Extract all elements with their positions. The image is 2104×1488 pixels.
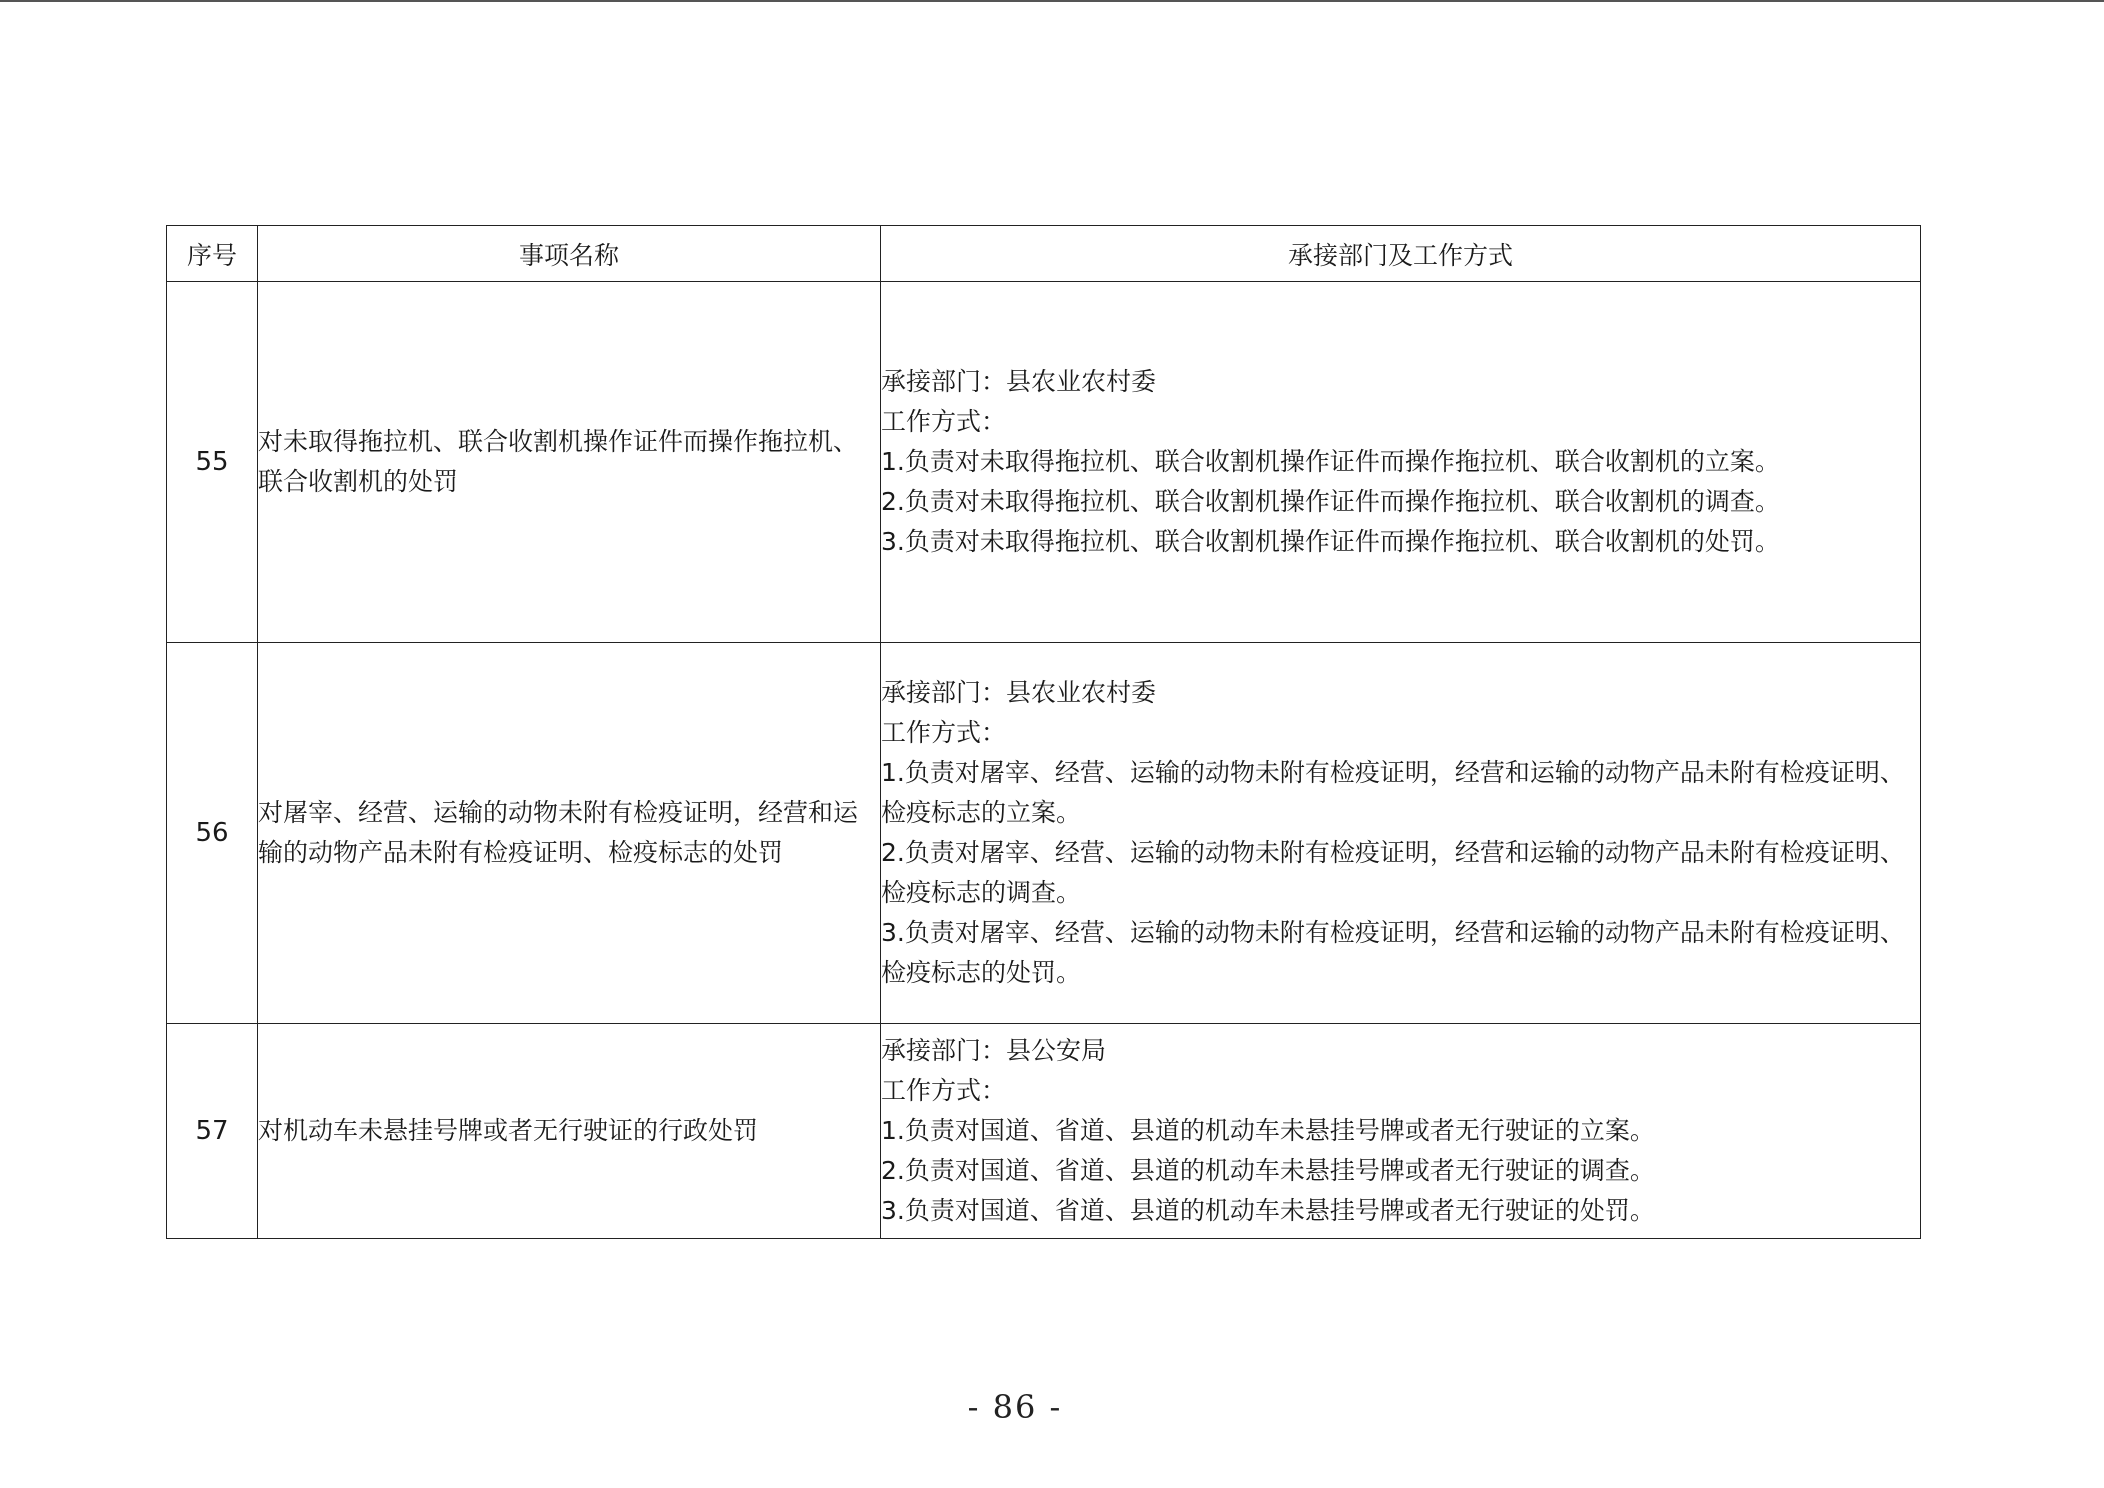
page-number: - 86 -: [967, 1388, 1063, 1426]
header-department-method: 承接部门及工作方式: [881, 226, 1921, 282]
header-number: 序号: [167, 226, 258, 282]
row-number: 56: [167, 643, 258, 1024]
department-line: 承接部门：县农业农村委: [881, 367, 1157, 396]
department-cell: [881, 643, 1921, 1024]
table-header-row: [167, 226, 1921, 282]
step-item: 1.负责对国道、省道、县道的机动车未悬挂号牌或者无行驶证的立案。: [881, 1116, 1655, 1145]
method-label: 工作方式：: [881, 1076, 1007, 1105]
table-row: [167, 1024, 1921, 1239]
items-table: [166, 225, 1921, 1239]
table-row: [167, 282, 1921, 643]
top-border-line: [0, 0, 2104, 2]
item-name: 对屠宰、经营、运输的动物未附有检疫证明，经营和运输的动物产品未附有检疫证明、检疫标志的处罚: [258, 643, 881, 1024]
method-label: 工作方式：: [881, 407, 1007, 436]
step-item: 2.负责对屠宰、经营、运输的动物未附有检疫证明，经营和运输的动物产品未附有检疫证明、检疫标志的调查。: [881, 838, 1905, 907]
step-list: [881, 442, 1920, 562]
table-row: [167, 643, 1921, 1024]
step-item: 2.负责对国道、省道、县道的机动车未悬挂号牌或者无行驶证的调查。: [881, 1156, 1655, 1185]
step-item: 3.负责对未取得拖拉机、联合收割机操作证件而操作拖拉机、联合收割机的处罚。: [881, 527, 1780, 556]
row-number: 55: [167, 282, 258, 643]
item-name: 对未取得拖拉机、联合收割机操作证件而操作拖拉机、联合收割机的处罚: [258, 282, 881, 643]
row-number: 57: [167, 1024, 258, 1239]
step-item: 1.负责对未取得拖拉机、联合收割机操作证件而操作拖拉机、联合收割机的立案。: [881, 447, 1780, 476]
department-cell: [881, 1024, 1921, 1239]
step-item: 3.负责对屠宰、经营、运输的动物未附有检疫证明，经营和运输的动物产品未附有检疫证明、检疫标志的处罚。: [881, 918, 1905, 987]
department-cell: [881, 282, 1921, 643]
step-list: [881, 1111, 1920, 1231]
step-item: 1.负责对屠宰、经营、运输的动物未附有检疫证明，经营和运输的动物产品未附有检疫证明、检疫标志的立案。: [881, 758, 1905, 827]
step-list: [881, 753, 1920, 993]
step-item: 3.负责对国道、省道、县道的机动车未悬挂号牌或者无行驶证的处罚。: [881, 1196, 1655, 1225]
step-item: 2.负责对未取得拖拉机、联合收割机操作证件而操作拖拉机、联合收割机的调查。: [881, 487, 1780, 516]
department-line: 承接部门：县公安局: [881, 1036, 1107, 1065]
header-item-name: 事项名称: [258, 226, 881, 282]
method-label: 工作方式：: [881, 718, 1007, 747]
department-line: 承接部门：县农业农村委: [881, 678, 1157, 707]
item-name: 对机动车未悬挂号牌或者无行驶证的行政处罚: [258, 1024, 881, 1239]
